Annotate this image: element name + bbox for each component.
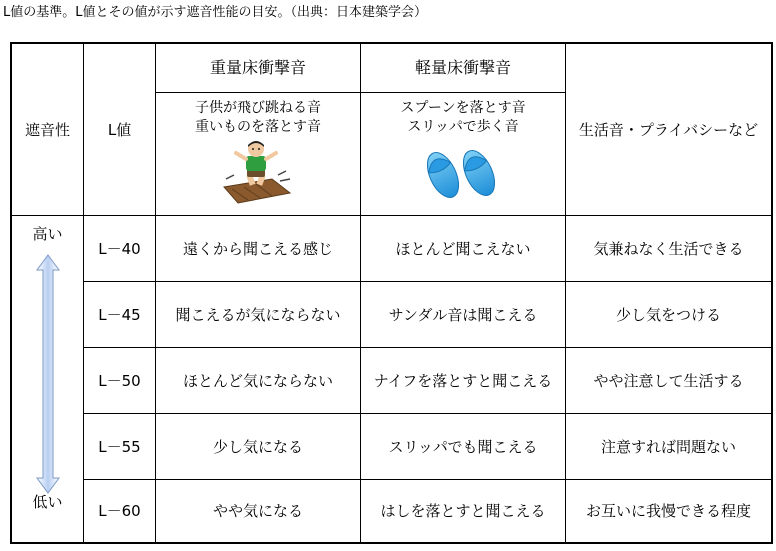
heavy-desc-line-2: 重いものを落とす音 xyxy=(195,119,321,135)
light-impact-cell: はしを落とすと聞こえる xyxy=(380,502,546,520)
living-sound-cell: 少し気をつける xyxy=(615,305,721,324)
header-insulation: 遮音性 xyxy=(24,120,70,139)
header-l-value: L値 xyxy=(107,120,132,139)
l-value-cell: L－55 xyxy=(98,437,141,456)
light-impact-cell: スリッパでも聞こえる xyxy=(388,437,538,456)
light-impact-description xyxy=(361,93,565,215)
sound-insulation-table xyxy=(10,42,773,544)
jumping-child-icon xyxy=(218,139,298,205)
light-impact-cell: ナイフを落とすと聞こえる xyxy=(373,371,553,390)
heavy-impact-cell: 聞こえるが気にならない xyxy=(175,305,341,324)
l-value-cell: L－60 xyxy=(98,502,141,520)
heavy-impact-cell: やや気になる xyxy=(212,502,303,520)
heavy-desc-line-1: 子供が飛び跳ねる音 xyxy=(195,100,321,116)
header-heavy-impact: 重量床衝撃音 xyxy=(209,58,306,77)
header-light-impact: 軽量床衝撃音 xyxy=(414,58,511,77)
slippers-icon xyxy=(421,143,505,201)
living-sound-cell: 注意すれば問題ない xyxy=(600,437,736,456)
light-desc-line-2: スリッパで歩く音 xyxy=(407,119,519,135)
heavy-impact-cell: 少し気になる xyxy=(212,437,303,456)
light-impact-cell: ほとんど聞こえない xyxy=(395,239,531,258)
heavy-impact-description xyxy=(156,93,360,215)
l-value-cell: L－50 xyxy=(98,371,141,390)
heavy-impact-cell: ほとんど気にならない xyxy=(182,371,333,390)
living-sound-cell: お互いに我慢できる程度 xyxy=(585,502,751,520)
l-value-cell: L－40 xyxy=(98,239,141,258)
scale-low-label: 低い xyxy=(32,493,63,511)
double-arrow-icon xyxy=(36,254,60,494)
l-value-cell: L－45 xyxy=(98,305,141,324)
living-sound-cell: やや注意して生活する xyxy=(593,371,744,390)
living-sound-cell: 気兼ねなく生活できる xyxy=(593,239,744,258)
heavy-impact-cell: 遠くから聞こえる感じ xyxy=(182,239,333,258)
light-desc-line-1: スプーンを落とす音 xyxy=(400,100,526,116)
header-living-sound: 生活音・プライバシーなど xyxy=(578,120,759,139)
light-impact-cell: サンダル音は聞こえる xyxy=(388,305,538,324)
scale-high-label: 高い xyxy=(32,225,63,243)
page-caption: L値の基準。L値とその値が示す遮音性能の目安。（出典：日本建築学会） xyxy=(3,5,427,20)
